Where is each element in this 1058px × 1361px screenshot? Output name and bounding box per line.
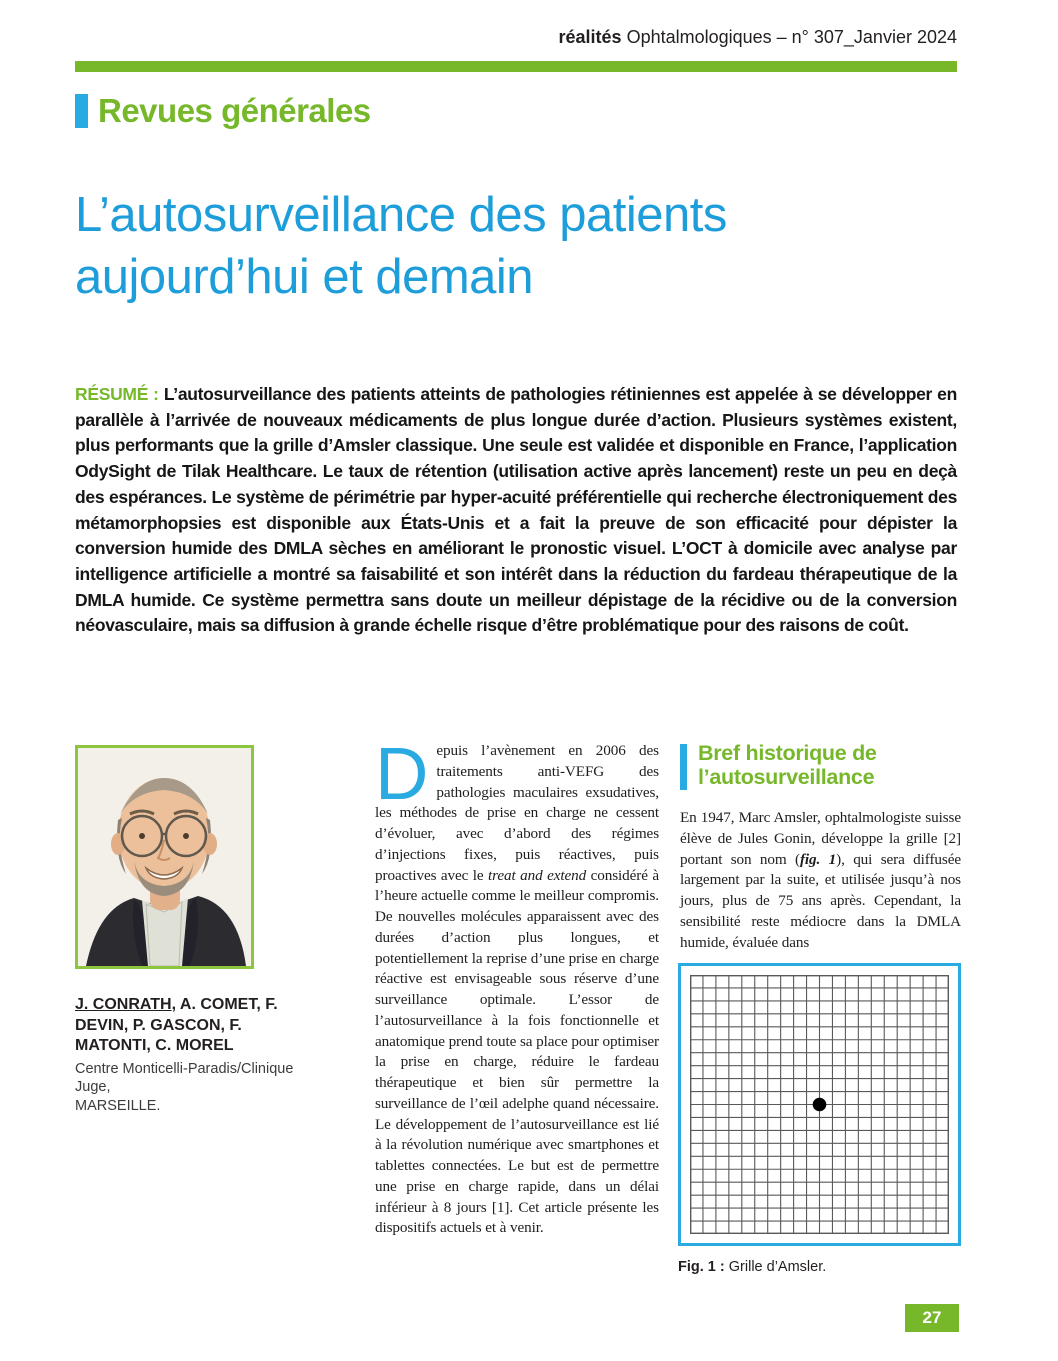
intro-text-italic: treat and extend	[488, 866, 587, 884]
article-title-line1: L’autosurveillance des patients	[75, 188, 727, 242]
author-affiliation	[75, 1060, 321, 1116]
figure-caption	[678, 1259, 961, 1275]
history-paragraph	[680, 808, 961, 953]
figure-caption-label: Fig. 1 :	[678, 1259, 725, 1275]
section-heading	[75, 92, 371, 130]
author-photo	[75, 745, 254, 969]
section-label: Revues générales	[98, 92, 371, 129]
journal-header	[559, 27, 957, 48]
article-title	[75, 184, 727, 308]
figure-caption-text: Grille d’Amsler.	[724, 1259, 827, 1275]
author-column	[75, 745, 321, 1115]
affiliation-line1: Centre Monticelli-Paradis/Clinique Juge,	[75, 1060, 294, 1095]
author-names	[75, 995, 321, 1057]
history-column	[680, 741, 961, 953]
amsler-grid-svg	[690, 975, 949, 1234]
journal-issue: Ophtalmologiques – n° 307_Janvier 2024	[621, 27, 957, 47]
abstract-text: L’autosurveillance des patients atteints de pathologies rétiniennes est appelée à se développer en parallèle à l’arrivée de nouveaux médicaments de plus longue durée d’action. Plusieurs systèmes existent, plus performants que la grille d’Amsler classique. Une seule est validée et disponible en France, l’application OdySight de Tilak Healthcare. Le taux de rétention (utilisation active après lancement) reste un peu en deçà des espérances. Le système de périmétrie par hyper-acuité préférentielle qui recherche électroniquement des métamorphopsies est disponible aux États-Unis et a fait la preuve de son efficacité pour dépister la conversion humide des DMLA sèches en améliorant le pronostic visuel. L’OCT à domicile avec analyse par intelligence artificielle a montré sa faisabilité et son intérêt dans la réduction du fardeau thérapeutique de la DMLA humide. Ce système permettra sans doute un meilleur dépistage de la récidive ou de la conversion néovasculaire, mais sa diffusion à grande échelle risque d’être problématique pour des raisons de coût.	[75, 384, 957, 636]
figure-reference: fig. 1	[799, 850, 837, 868]
figure-1	[678, 963, 961, 1275]
affiliation-line2: MARSEILLE.	[75, 1097, 161, 1114]
intro-column	[375, 732, 660, 1239]
history-text-2: ), qui sera diffusée largement par la suite, et utilisée jusqu’à nos jours, plus de 75 ans après. Cependant, la sensibilité reste médiocre dans la DMLA humide, évaluée dans	[680, 850, 961, 951]
article-title-line2: aujourd’hui et demain	[75, 250, 534, 304]
dropcap: D	[375, 732, 429, 815]
abstract-label: RÉSUMÉ :	[75, 384, 159, 404]
intro-text-2: considéré à l’heure actuelle comme le meilleur compromis. De nouvelles molécules apparaissent avec des durées d’action plus longues, et potentiellement la reprise d’une prise en charge réactive est envisageable sous réserve d’une surveillance optimale. L’essor de l’autosurveillance à la fois fonctionnelle et anatomique prend toute sa place pour optimiser la prise en charge, réduire le fardeau thérapeutique et bien sûr permettre la surveillance de l’œil adelphe quand nécessaire. Le développement de l’autosurveillance est lié à la révolution numérique avec smartphones et tablettes connectées. Le but est de permettre une prise en charge rapide, dans un délai inférieur à 8 jours [1]. Cet article présente les dispositifs actuels et à venir.	[375, 866, 660, 1237]
lead-author: J. CONRATH	[75, 996, 172, 1013]
intro-text-1: epuis l’avènement en 2006 des traitements anti-VEFG des pathologies maculaires exsudatives, les méthodes de prise en charge ne cessent d’évoluer, avec d’abord des régimes d’injections fixes, puis réactives, puis proactives avec le	[375, 742, 659, 884]
history-heading	[680, 741, 961, 790]
history-heading-line2: l’autosurveillance	[698, 765, 875, 789]
section-marker-bar	[75, 94, 88, 128]
history-heading-line1: Bref historique de	[698, 741, 877, 765]
header-rule	[75, 61, 957, 72]
journal-brand: réalités	[558, 27, 622, 47]
author-portrait-illustration	[78, 748, 251, 966]
history-heading-label	[698, 741, 877, 790]
history-marker-bar	[680, 744, 687, 790]
coauthors: , A. COMET, F. DEVIN, P. GASCON, F. MATONTI, C. MOREL	[75, 996, 278, 1054]
amsler-grid-frame	[678, 963, 961, 1246]
page-number-badge: 27	[905, 1304, 959, 1332]
history-text-1: En 1947, Marc Amsler, ophtalmologiste suisse élève de Jules Gonin, développe la grille [2] portant son nom (	[680, 809, 961, 868]
abstract-paragraph	[75, 382, 957, 639]
